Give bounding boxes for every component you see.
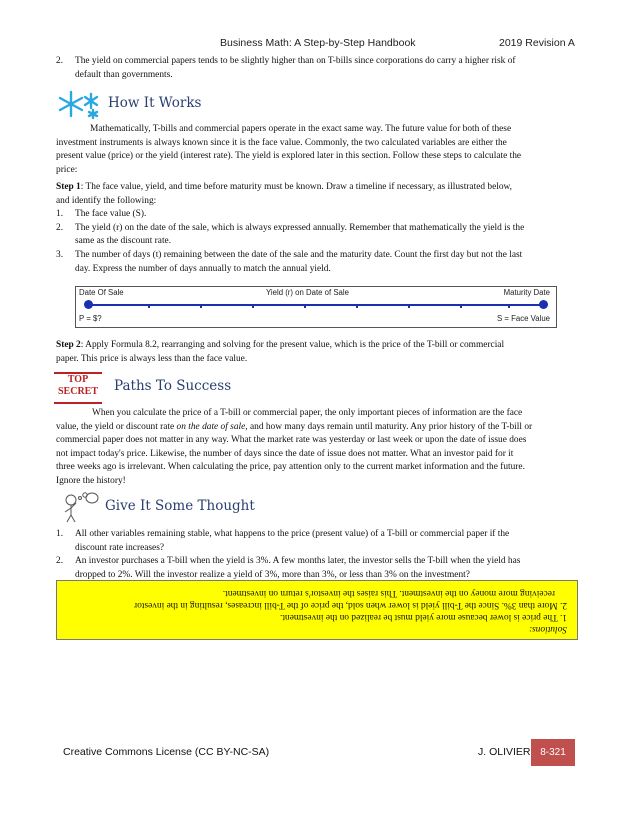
step-1 [56, 181, 578, 276]
text-line: An investor purchases a T-bill when the yield is 3%. A few months later, the investor sells the T-bill when the yield has [75, 556, 521, 567]
timeline-present-value-label: P = $? [79, 314, 102, 323]
text-line: : The face value, yield, and time before maturity must be known. Draw a timeline if necessary, as illustrated below, [80, 182, 513, 192]
text-line: All other variables remaining stable, what happens to the price (present value) of a T-bill or commercial paper if the [75, 529, 510, 539]
timeline-tick [356, 304, 358, 308]
solution-line: 1. The price is lower because more yield must be realized on the investment. [280, 612, 567, 622]
list-number: 1. [56, 529, 64, 539]
section-heading-paths-to-success: Paths To Success [114, 378, 232, 394]
timeline-tick [304, 304, 306, 308]
footer-author: J. OLIVIER [478, 746, 531, 758]
text-line: three weeks ago is irrelevant. When calculating the price, pay attention only to the current market information and the future. [56, 462, 525, 473]
running-header-title: Business Math: A Step-by-Step Handbook [220, 37, 416, 49]
step-label: Step 1 [56, 182, 81, 192]
text-line: , and how many days remain until maturity. Any prior history of the T-bill or [245, 421, 533, 432]
text-line: present value (price) or the yield (interest rate). The yield is explored later in this section. Follow these steps to calculate the [56, 151, 522, 162]
timeline-line [88, 304, 544, 306]
text-line: discount rate increases? [75, 542, 165, 553]
list-item [56, 222, 578, 249]
thought-questions [56, 528, 578, 582]
question-item [56, 555, 578, 582]
running-header-revision: 2019 Revision A [499, 37, 575, 49]
text-line: The yield (r) on the date of the sale, which is always expressed annually. Remember that mathematically the yield is the [75, 222, 525, 233]
stamp-text: TOP [67, 374, 89, 385]
text-line: default than governments. [75, 69, 173, 80]
text-line: The face value (S). [75, 209, 147, 220]
text-line: dropped to 2%. Will the investor realize a yield of 3%, more than 3%, or less than 3% on the investment? [75, 569, 470, 580]
footer-license: Creative Commons License (CC BY-NC-SA) [63, 746, 270, 758]
page-number-badge [531, 739, 575, 766]
list-number: 2. [56, 56, 64, 66]
question-item [56, 528, 578, 555]
text-line: commercial paper does not matter in any way. What the market rate was yesterday or last week or upon the date of issue does [56, 435, 527, 446]
text-line: The yield on commercial papers tends to be slightly higher than on T-bills since corporations do carry a higher risk of [75, 56, 516, 66]
intro-list-item [56, 55, 576, 82]
list-item [56, 208, 578, 222]
text-line: Mathematically, T-bills and commercial papers operate in the exact same way. The future value for both of these [90, 124, 512, 134]
text-line: same as the discount rate. [75, 236, 172, 247]
text-line: investment instruments is always known since it is the face value. Commonly, the two calculated variables are either the [56, 137, 507, 148]
step-2 [56, 339, 578, 366]
solution-line: receiving more money on the investment. This raises the investor's return on investment. [222, 588, 555, 598]
text-line: and identify the following: [56, 195, 157, 206]
list-number: 2. [56, 222, 64, 233]
text-line: day. Express the number of days annually to match the annual yield. [75, 263, 331, 274]
stamp-text: SECRET [57, 386, 98, 397]
timeline-yield-label: Yield (r) on Date of Sale [266, 288, 349, 297]
section-heading-how-it-works: How It Works [108, 95, 202, 111]
section-heading-give-it-some-thought: Give It Some Thought [105, 498, 255, 514]
timeline-tick [408, 304, 410, 308]
timeline-start-label: Date Of Sale [79, 288, 124, 297]
thinking-figure-icon [58, 490, 100, 524]
paths-paragraph [56, 407, 578, 489]
page-number: 8-321 [540, 747, 566, 758]
emphasis-text: on the date of sale [176, 421, 246, 432]
list-number: 3. [56, 249, 64, 260]
text-line: : Apply Formula 8.2, rearranging and solving for the present value, which is the price of the T-bill or commercial [80, 340, 505, 350]
step-label: Step 2 [56, 340, 81, 350]
list-number: 1. [56, 209, 64, 220]
list-item [56, 249, 578, 276]
timeline-face-value-label: S = Face Value [497, 314, 550, 323]
timeline-tick [200, 304, 202, 308]
flipped-content [57, 581, 577, 639]
text-line: value, the yield or discount rate [56, 421, 177, 432]
how-it-works-paragraph [56, 123, 578, 177]
text-line: When you calculate the price of a T-bill or commercial paper, the only important pieces of information are the face [92, 408, 523, 418]
timeline-tick [508, 304, 510, 308]
timeline-diagram [75, 286, 557, 328]
text-line: The number of days (t) remaining between the date of the sale and the maturity date. Count the first day but not the last [75, 249, 523, 260]
timeline-end-label: Maturity Date [503, 288, 550, 297]
top-secret-stamp-icon [54, 372, 102, 404]
snowflake-icon [55, 88, 101, 120]
timeline-tick [252, 304, 254, 308]
text-line: price: [56, 164, 78, 175]
timeline-end-point [539, 300, 548, 309]
text-line: paper. This price is always less than the face value. [56, 353, 248, 364]
solution-line: 2. More than 3%. Since the T-bill yield is lower when sold, the price of the T-bill increases, resulting in the investor [134, 600, 567, 610]
timeline-tick [148, 304, 150, 308]
text-line: Ignore the history! [56, 475, 126, 486]
text-line: not impact today's price. Likewise, the number of days since the date of issue does not matter. What an investor paid for it [56, 448, 514, 459]
upside-down-solutions-box [56, 580, 578, 640]
solutions-label: Solutions: [528, 624, 567, 634]
timeline-tick [460, 304, 462, 308]
timeline-start-point [84, 300, 93, 309]
list-number: 2. [56, 556, 64, 567]
